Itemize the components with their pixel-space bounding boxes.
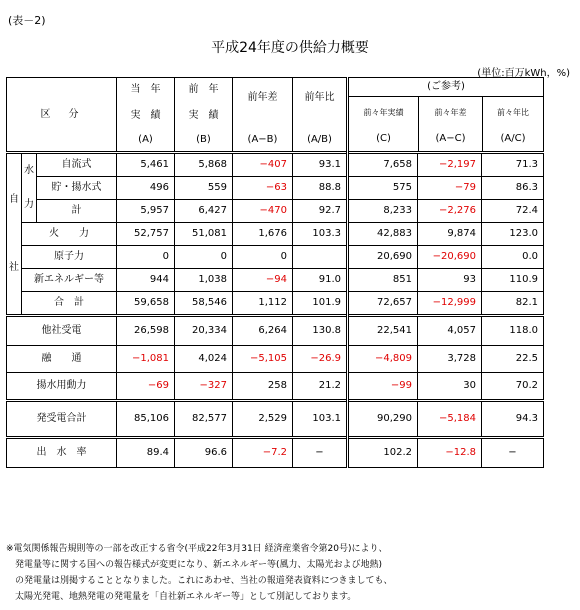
cell-c: 20,690: [348, 246, 418, 269]
cell-ab-ratio: 92.7: [293, 200, 348, 223]
cell-c: 22,541: [348, 316, 418, 346]
cell-ab-diff: 0: [233, 246, 293, 269]
table-row: [7, 223, 544, 246]
table-row: [7, 177, 544, 200]
cell-ab-ratio: 103.3: [293, 223, 348, 246]
cell-ab-diff: 6,264: [233, 316, 293, 346]
cell-ab-diff: 1,676: [233, 223, 293, 246]
cell-c: 851: [348, 269, 418, 292]
row-label: 原子力: [22, 246, 117, 269]
unit-label: (単位:百万kWh，%): [477, 68, 570, 79]
cell-ab-ratio: [293, 246, 348, 269]
cell-ab-ratio: −26.9: [293, 346, 348, 373]
side-label-jisha: 自 社: [7, 153, 22, 316]
cell-ab-ratio: 93.1: [293, 153, 348, 177]
cell-ac-ratio: 70.2: [482, 373, 544, 401]
footnote-line: の発電量は別掲することとなりました。これにあわせ、当社の報道発表資料につきましても、: [6, 576, 393, 586]
cell-ab-ratio: 91.0: [293, 269, 348, 292]
table-row: [7, 346, 544, 373]
cell-ab-ratio: 21.2: [293, 373, 348, 401]
header-reference: [348, 78, 544, 153]
cell-ac-ratio: 71.3: [482, 153, 544, 177]
cell-ac-ratio: 82.1: [482, 292, 544, 316]
header-ab-ratio: 前年比 (A/B): [293, 78, 348, 153]
supply-table: [6, 77, 544, 468]
cell-b: 1,038: [175, 269, 233, 292]
cell-ab-ratio: 130.8: [293, 316, 348, 346]
cell-ac-diff: 93: [418, 269, 482, 292]
table-row: [7, 292, 544, 316]
cell-b: 0: [175, 246, 233, 269]
cell-a: 26,598: [117, 316, 175, 346]
header-b: 前 年 実 績 (B): [175, 78, 233, 153]
table-row: [7, 246, 544, 269]
cell-ab-diff: −7.2: [233, 438, 293, 468]
table-row: [7, 316, 544, 346]
row-label: 自流式: [37, 153, 117, 177]
cell-ac-diff: −2,276: [418, 200, 482, 223]
cell-ac-diff: −79: [418, 177, 482, 200]
cell-ac-ratio: 94.3: [482, 401, 544, 438]
cell-ac-ratio: 0.0: [482, 246, 544, 269]
row-label: 合 計: [22, 292, 117, 316]
cell-ac-diff: 9,874: [418, 223, 482, 246]
cell-ac-diff: 3,728: [418, 346, 482, 373]
row-label: 揚水用動力: [7, 373, 117, 401]
cell-ac-ratio: 123.0: [482, 223, 544, 246]
row-label: 発受電合計: [7, 401, 117, 438]
cell-ab-diff: 258: [233, 373, 293, 401]
cell-ac-diff: −12.8: [418, 438, 482, 468]
footnote-line: ※電気関係報告規則等の一部を改正する省令(平成22年3月31日 経済産業省令第20号)により、: [6, 544, 388, 554]
table-tag: (表－2): [8, 14, 46, 27]
cell-b: 5,868: [175, 153, 233, 177]
cell-ab-diff: −470: [233, 200, 293, 223]
header-a: 当 年 実 績 (A): [117, 78, 175, 153]
header-ab-diff: 前年差 (A−B): [233, 78, 293, 153]
cell-ab-diff: 2,529: [233, 401, 293, 438]
cell-ac-diff: 4,057: [418, 316, 482, 346]
cell-ac-diff: 30: [418, 373, 482, 401]
cell-ac-ratio: 72.4: [482, 200, 544, 223]
table-row: [7, 269, 544, 292]
cell-a: 52,757: [117, 223, 175, 246]
footnote-line: 太陽光発電、地熱発電の発電量を「自社新エネルギー等」として別記しております。: [6, 592, 357, 602]
header-row: [7, 78, 544, 153]
cell-ab-ratio: 103.1: [293, 401, 348, 438]
header-c: 前々年実績 (C): [349, 97, 419, 151]
row-label: 出 水 率: [7, 438, 117, 468]
cell-ac-diff: −2,197: [418, 153, 482, 177]
cell-a: 5,461: [117, 153, 175, 177]
cell-b: 4,024: [175, 346, 233, 373]
cell-b: 96.6: [175, 438, 233, 468]
cell-ac-ratio: 110.9: [482, 269, 544, 292]
row-label: 他社受電: [7, 316, 117, 346]
header-kubun: 区 分: [7, 78, 117, 153]
row-label: 融 通: [7, 346, 117, 373]
cell-c: 102.2: [348, 438, 418, 468]
table-row: [7, 438, 544, 468]
cell-b: 51,081: [175, 223, 233, 246]
cell-ab-diff: 1,112: [233, 292, 293, 316]
page-title: 平成24年度の供給力概要: [211, 40, 369, 56]
cell-a: 85,106: [117, 401, 175, 438]
header-ac-diff: 前々年差 (A−C): [419, 97, 483, 151]
cell-ac-ratio: 22.5: [482, 346, 544, 373]
cell-a: 5,957: [117, 200, 175, 223]
cell-a: 944: [117, 269, 175, 292]
cell-c: −4,809: [348, 346, 418, 373]
cell-c: 72,657: [348, 292, 418, 316]
cell-a: 496: [117, 177, 175, 200]
cell-c: 90,290: [348, 401, 418, 438]
cell-b: 58,546: [175, 292, 233, 316]
footnote-line: 発電量等に関する国への報告様式が変更になり、新エネルギー等(風力、太陽光および地熱): [6, 560, 383, 570]
cell-b: 6,427: [175, 200, 233, 223]
table-row: [7, 153, 544, 177]
cell-ab-diff: −5,105: [233, 346, 293, 373]
cell-c: 7,658: [348, 153, 418, 177]
cell-ab-ratio: −: [293, 438, 348, 468]
cell-c: −99: [348, 373, 418, 401]
table-row: [7, 401, 544, 438]
row-label: 火 力: [22, 223, 117, 246]
cell-ab-diff: −407: [233, 153, 293, 177]
cell-a: −69: [117, 373, 175, 401]
cell-ac-diff: −20,690: [418, 246, 482, 269]
cell-a: 59,658: [117, 292, 175, 316]
cell-c: 42,883: [348, 223, 418, 246]
cell-b: −327: [175, 373, 233, 401]
cell-c: 8,233: [348, 200, 418, 223]
cell-ac-diff: −5,184: [418, 401, 482, 438]
row-label: 貯・揚水式: [37, 177, 117, 200]
header-ac-ratio: 前々年比 (A/C): [497, 108, 529, 144]
cell-ab-diff: −94: [233, 269, 293, 292]
cell-b: 82,577: [175, 401, 233, 438]
cell-c: 575: [348, 177, 418, 200]
cell-b: 559: [175, 177, 233, 200]
footnote: [6, 541, 393, 605]
table-row: [7, 200, 544, 223]
row-label: 計: [37, 200, 117, 223]
table-row: [7, 373, 544, 401]
cell-ab-ratio: 88.8: [293, 177, 348, 200]
cell-b: 20,334: [175, 316, 233, 346]
side-label-suiryoku: 水 力: [22, 153, 37, 223]
cell-ab-diff: −63: [233, 177, 293, 200]
cell-ab-ratio: 101.9: [293, 292, 348, 316]
cell-ac-ratio: 118.0: [482, 316, 544, 346]
cell-a: 89.4: [117, 438, 175, 468]
cell-ac-ratio: 86.3: [482, 177, 544, 200]
cell-a: −1,081: [117, 346, 175, 373]
cell-ac-ratio: −: [482, 438, 544, 468]
row-label: 新エネルギー等: [22, 269, 117, 292]
reference-label: (ご参考): [349, 78, 543, 97]
cell-a: 0: [117, 246, 175, 269]
cell-ac-diff: −12,999: [418, 292, 482, 316]
